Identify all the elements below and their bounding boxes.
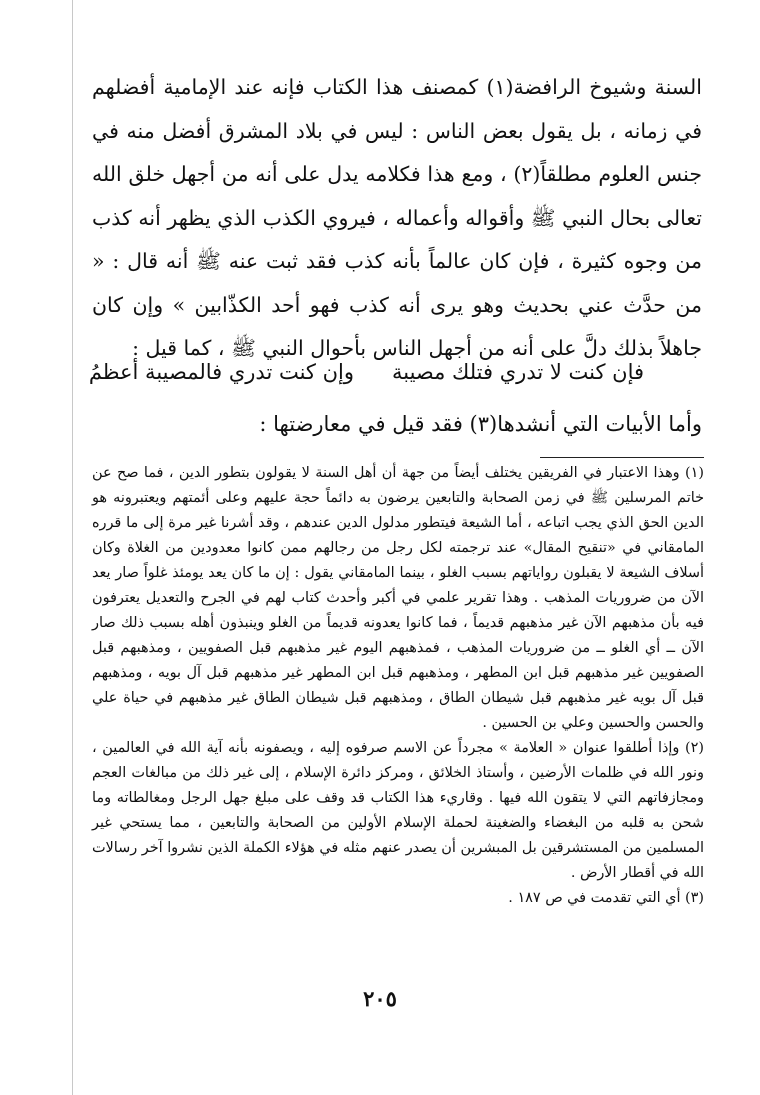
after-verse-line: وأما الأبيات التي أنشدها(٣) فقد قيل في معارضتها : bbox=[259, 412, 702, 436]
verse-first-hemistich: فإن كنت لا تدري فتلك مصيبة bbox=[391, 360, 644, 384]
footnote-separator bbox=[540, 457, 704, 458]
footnote-2: (٢) وإذا أطلقوا عنوان « العلامة » مجرداً عن الاسم صرفوه إليه ، ويصفونه بأنه آية الله في العالمين ، ونور الله في ظلمات الأرضين ، وأستاذ الخلائق ، ومركز دائرة الإسلام ، إلى غير ذلك من مبالغات العجم ومجازفاتهم التي لا يتقون الله فيها . وقاريء هذا الكتاب قد وقف على مبلغ جهل الرجل ومغالطاته وما شحن به قلبه من البغضاء والضغينة لحملة الإسلام الأولين من الصحابة والتابعين ، مما يستحي غير المسلمين من المستشرقين بل المبشرين أن يصدر عنهم مثله في هؤلاء الكملة الذين نشروا آخر رسالات الله في أقطار الأرض . bbox=[92, 740, 704, 881]
verse-second-hemistich: وإن كنت تدري فالمصيبة أعظمُ bbox=[88, 360, 354, 384]
main-paragraph: السنة وشيوخ الرافضة(١) كمصنف هذا الكتاب فإنه عند الإمامية أفضلهم في زمانه ، بل يقول بعض الناس : ليس في بلاد المشرق أفضل منه في جنس العلوم مطلقاً(٢) ، ومع هذا فكلامه يدل على أنه من أجهل خلق الله تعالى بحال النبي ﷺ وأقواله وأعماله ، فيروي الكذب الذي يظهر أنه كذب من وجوه كثيرة ، فإن كان عالماً بأنه كذب فقد ثبت عنه ﷺ أنه قال : « من حدَّث عني بحديث وهو يرى أنه كذب فهو أحد الكذّابين » وإن كان جاهلاً بذلك دلَّ على أنه من أجهل الناس بأحوال النبي ﷺ ، كما قيل : bbox=[92, 75, 702, 360]
footnote-1: (١) وهذا الاعتبار في الفريقين يختلف أيضاً من جهة أن أهل السنة لا يقولون بتطور الدين ، فما صح عن خاتم المرسلين ﷺ في زمن الصحابة والتابعين يرضون به دائماً حجة عليهم وعلى أئمتهم ويعتبرونه هو الدين الحق الذي يجب اتباعه ، أما الشيعة فيتطور مدلول الدين عندهم ، وقد أشرنا غير مرة إلى ما قرره المامقاني في «تنقيح المقال» عند ترجمته لكل رجل من رجالهم ممن كانوا معدودين من الغلاة وكان أسلاف الشيعة لا يقبلون رواياتهم بسبب الغلو ، بينما المامقاني يقول : إن ما كان يعد يومئذ غلواً صار يعد الآن من ضروريات المذهب . وهذا تقرير علمي في أكبر وأحدث كتاب لهم في الجرح والتعديل يعترفون فيه بأن مذهبهم الآن غير مذهبهم قديماً ، فما كانوا يعدونه قديماً من الغلو وينبذون أهله بسبب ذلك صار الآن ــ أي الغلو ــ من ضروريات المذهب ، فمذهبهم اليوم غير مذهبهم قبل الصفويين ، ومذهبهم قبل الصفويين غير مذهبهم قبل ابن المطهر ، ومذهبهم قبل ابن المطهر غير مذهبهم قبل آل بويه ، ومذهبهم قبل آل بويه غير مذهبهم قبل شيطان الطاق ، ومذهبهم قبل شيطان الطاق غير مذهبهم في حياة علي والحسن والحسين وعلي بن الحسين . bbox=[92, 465, 704, 731]
footnotes-block bbox=[92, 461, 704, 911]
page-margin-rule bbox=[72, 0, 73, 1095]
poetry-verse bbox=[88, 350, 702, 400]
footnote-3: (٣) أي التي تقدمت في ص ١٨٧ . bbox=[508, 890, 704, 906]
main-text-block bbox=[92, 66, 702, 371]
page-number: ٢٠٥ bbox=[363, 986, 397, 1011]
